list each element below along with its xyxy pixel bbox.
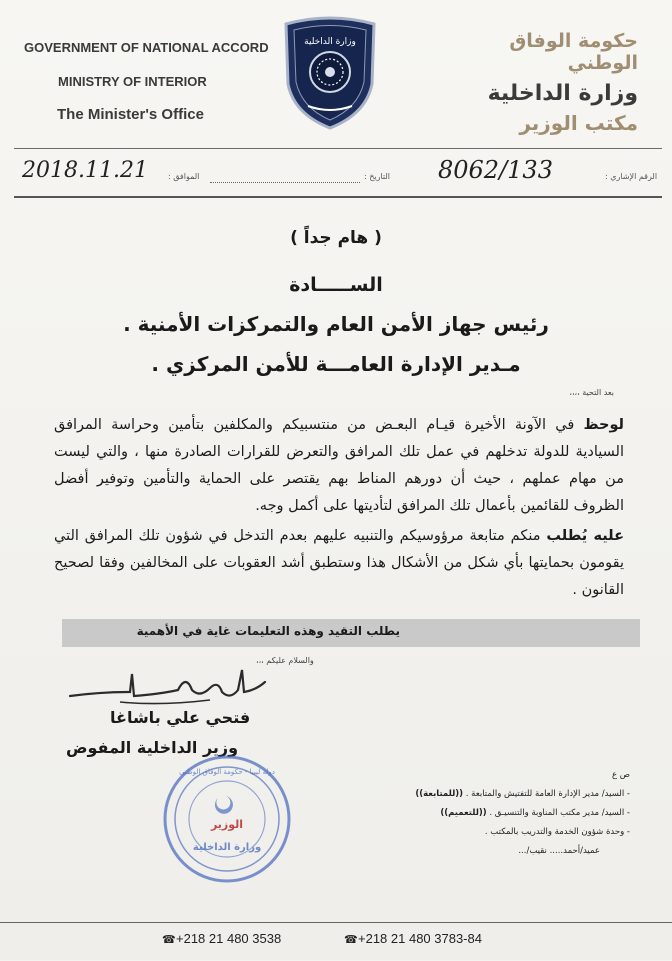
date-label: التاريخ : — [364, 172, 391, 181]
addressee-line-1: رئيس جهاز الأمن العام والتمركزات الأمنية . — [123, 312, 549, 336]
cc-row-text: عميد/أحمد..... نقيب/... — [518, 846, 600, 856]
instruction-bar — [62, 619, 640, 647]
cc-row — [330, 804, 630, 823]
footer-contacts — [0, 922, 672, 961]
ministry-seal-stamp — [160, 752, 294, 886]
cc-row-note: ((للتعميم)) — [440, 808, 487, 818]
header-en-office: The Minister's Office — [57, 106, 204, 123]
seal-center-top: الوزير — [210, 818, 244, 831]
header-ar-ministry: وزارة الداخلية — [487, 81, 638, 106]
phone-2-number: +218 21 480 3783-84 — [358, 931, 482, 946]
footer-phone-2 — [344, 931, 482, 946]
addressee-line-2: مـدير الإدارة العامـــة للأمن المركزي . — [151, 352, 521, 376]
handwritten-signature — [60, 662, 270, 714]
cc-row-note: ((للمتابعة)) — [415, 789, 464, 799]
closing-text: والسلام عليكم ،،، — [256, 656, 314, 665]
cc-row-text: - السيد/ مدير مكتب المناوبة والتنسيـق . — [489, 808, 630, 818]
header-arabic — [438, 30, 638, 135]
phone-icon: ☎ — [162, 934, 176, 946]
salutation-heading: الســـــادة — [289, 274, 383, 296]
header-english — [24, 40, 269, 123]
urgent-heading: ( هام جداً ) — [290, 228, 382, 248]
hijri-label: الموافق : — [168, 172, 200, 181]
seal-ring-text: دولة ليبيا - حكومة الوفاق الوطني — [179, 768, 275, 776]
phone-icon: ☎ — [344, 934, 358, 946]
signatory-title: وزير الداخلية المفوض — [66, 738, 239, 757]
cc-row — [330, 823, 630, 842]
header-ar-office: مكتب الوزير — [519, 111, 638, 135]
header-divider — [14, 148, 662, 149]
header-ar-government: حكومة الوفاق الوطني — [509, 30, 638, 74]
footer-phone-1 — [162, 931, 281, 946]
phone-1-number: +218 21 480 3538 — [176, 931, 282, 946]
paragraph-observation — [54, 412, 624, 520]
paragraph-request — [54, 523, 624, 604]
ministry-emblem-logo — [278, 14, 382, 132]
emblem-text: وزارة الداخلية — [304, 37, 356, 47]
paragraph-2-text: منكم متابعة مرؤوسيكم والتنبيه عليهم بعدم التدخل في شؤون تلك المرافق التي يقومون بحمايتها بأي شكل من الأشكال هذا وستطبق أشد العقوبات على المخالفين وفقا لصحيح القانون . — [54, 528, 624, 598]
header-en-government: GOVERNMENT OF NATIONAL ACCORD — [24, 40, 269, 55]
cc-row — [330, 842, 630, 861]
paragraph-2-lead: عليه يُطلب — [546, 528, 625, 544]
paragraph-1-text: في الآونة الأخيرة قيـام البعـض من منتسبيكم والمكلفين بتأمين وحراسة المرافق السيادية للدولة تدخلهم في عمل تلك المرافق والتعرض للقرارات الصادرة منها ، والتي ليست من مهام عملهم ، حيث أن دورهم المناط بهم يقتصر على الحماية والتأمين وتوفير أفضل الظروف للقائمين بأعمال تلك المرافق لتأديتها على أكمل وجه. — [54, 417, 624, 514]
paragraph-1-lead: لوحظ — [583, 417, 624, 433]
reference-row — [20, 154, 660, 190]
copies-list — [330, 766, 630, 861]
reference-label: الرقم الإشاري : — [605, 172, 658, 181]
cc-row — [330, 785, 630, 804]
cc-row-text: - وحدة شؤون الخدمة والتدريب بالمكتب . — [484, 827, 630, 837]
seal-center-bottom: وزارة الداخلية — [192, 842, 262, 853]
instruction-text: يطلب التقيد وهذه التعليمات غاية في الأهمية — [136, 624, 400, 638]
reference-number-value: 8062/133 — [438, 156, 553, 184]
greeting-text: بعد التحية ،،،، — [569, 388, 614, 397]
date-value: 2018.11.21 — [22, 158, 148, 183]
date-dotted-line — [210, 182, 360, 183]
reference-divider — [14, 196, 662, 198]
cc-heading: ص ع — [611, 770, 630, 780]
signatory-name: فتحي علي باشاغا — [110, 708, 251, 727]
cc-row-text: - السيد/ مدير الإدارة العامة للتفتيش والمتابعة . — [465, 789, 630, 799]
header-en-ministry: MINISTRY OF INTERIOR — [58, 74, 207, 89]
